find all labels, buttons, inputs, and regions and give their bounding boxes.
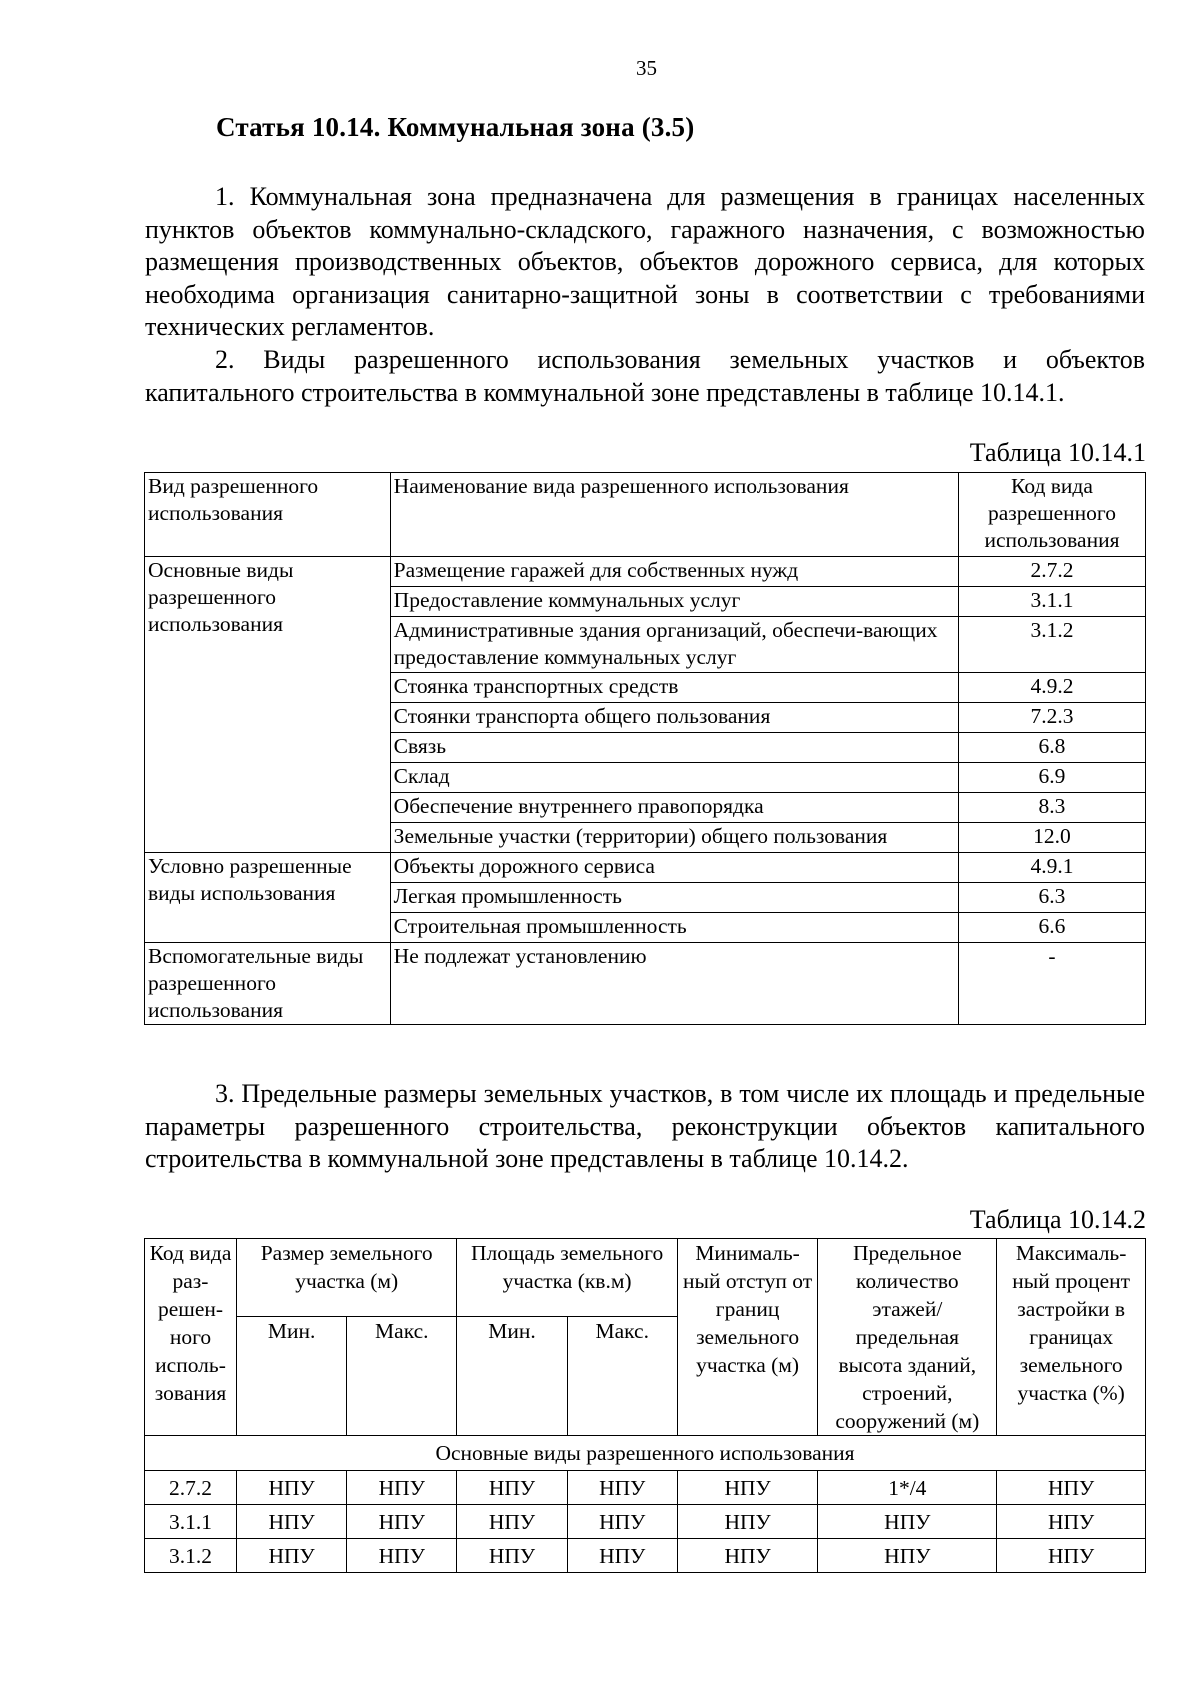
use-code: 6.8 xyxy=(958,733,1145,763)
group-label-auxiliary: Вспомогательные виды разрешенного использования xyxy=(145,943,391,1025)
header-use-type: Вид разрешенного использования xyxy=(145,473,391,557)
table-cell: НПУ xyxy=(677,1505,818,1539)
group-label-conditional: Условно разрешенные виды использования xyxy=(145,853,391,943)
use-code: 4.9.1 xyxy=(958,853,1145,883)
header-area-min: Мин. xyxy=(457,1317,567,1436)
table-cell: 1*/4 xyxy=(818,1471,997,1505)
table-cell: НПУ xyxy=(237,1539,347,1573)
use-name: Объекты дорожного сервиса xyxy=(390,853,958,883)
use-code: 2.7.2 xyxy=(958,557,1145,587)
table-cell: НПУ xyxy=(237,1505,347,1539)
use-code: 3.1.2 xyxy=(958,617,1145,673)
use-name: Земельные участки (территории) общего пользования xyxy=(390,823,958,853)
table-cell: НПУ xyxy=(567,1505,677,1539)
table-section-row xyxy=(145,1436,1146,1471)
paragraph-1: 1. Коммунальная зона предназначена для размещения в границах населенных пунктов объектов коммунально-складского, гаражного назначения, с возможностью размещения производственных объектов, объектов дорожного сервиса, для которых необходима организация санитарно-защитной зоны в соответствии с требованиями технических регламентов. xyxy=(145,182,1145,341)
use-name: Обеспечение внутреннего правопорядка xyxy=(390,793,958,823)
table-cell: НПУ xyxy=(347,1471,457,1505)
table-cell: НПУ xyxy=(997,1505,1146,1539)
table-cell: НПУ xyxy=(997,1471,1146,1505)
table-header-row xyxy=(145,1239,1146,1317)
section-title: Основные виды разрешенного использования xyxy=(145,1436,1146,1471)
header-size-max: Макс. xyxy=(347,1317,457,1436)
table-row xyxy=(145,853,1146,883)
use-name: Связь xyxy=(390,733,958,763)
table-cell: НПУ xyxy=(677,1539,818,1573)
plot-parameters-table xyxy=(144,1238,1146,1573)
use-code: 6.3 xyxy=(958,883,1145,913)
table-cell: НПУ xyxy=(347,1505,457,1539)
use-name: Стоянка транспортных средств xyxy=(390,673,958,703)
header-use-name: Наименование вида разрешенного использования xyxy=(390,473,958,557)
use-name: Стоянки транспорта общего пользования xyxy=(390,703,958,733)
header-size-min: Мин. xyxy=(237,1317,347,1436)
table-cell: НПУ xyxy=(818,1505,997,1539)
use-code: 7.2.3 xyxy=(958,703,1145,733)
table-header-row xyxy=(145,473,1146,557)
header-plot-area: Площадь земельного участка (кв.м) xyxy=(457,1239,677,1317)
use-name: Склад xyxy=(390,763,958,793)
page-number: 35 xyxy=(636,56,657,80)
table-cell: НПУ xyxy=(567,1539,677,1573)
use-name: Размещение гаражей для собственных нужд xyxy=(390,557,958,587)
table-cell: НПУ xyxy=(457,1471,567,1505)
table-cell: НПУ xyxy=(237,1471,347,1505)
use-code: 8.3 xyxy=(958,793,1145,823)
use-name: Не подлежат установлению xyxy=(390,943,958,1025)
header-max-floors: Предельное количество этажей/ предельная высота зданий, строений, сооружений (м) xyxy=(818,1239,997,1436)
table-cell: НПУ xyxy=(457,1505,567,1539)
use-code: 3.1.1 xyxy=(958,587,1145,617)
use-name: Легкая промышленность xyxy=(390,883,958,913)
table-row xyxy=(145,943,1146,1025)
table-cell: НПУ xyxy=(997,1539,1146,1573)
use-code: 4.9.2 xyxy=(958,673,1145,703)
use-name: Строительная промышленность xyxy=(390,913,958,943)
use-name: Предоставление коммунальных услуг xyxy=(390,587,958,617)
paragraph-2: 2. Виды разрешенного использования земельных участков и объектов капитального строительства в коммунальной зоне представлены в таблице 10.14.1. xyxy=(145,345,1145,407)
table-row xyxy=(145,1505,1146,1539)
table-cell: 3.1.1 xyxy=(145,1505,237,1539)
group-label-main: Основные виды разрешенного использования xyxy=(145,557,391,853)
header-max-percent: Максималь-ный процент застройки в границах земельного участка (%) xyxy=(997,1239,1146,1436)
table-row xyxy=(145,557,1146,587)
table-row xyxy=(145,1471,1146,1505)
use-code: 6.9 xyxy=(958,763,1145,793)
table2-caption: Таблица 10.14.2 xyxy=(969,1205,1146,1234)
table-cell: НПУ xyxy=(347,1539,457,1573)
use-code: 12.0 xyxy=(958,823,1145,853)
paragraph-3: 3. Предельные размеры земельных участков, в том числе их площадь и предельные параметры разрешенного строительства, реконструкции объектов капитального строительства в коммунальной зоне представлены в таблице 10.14.2. xyxy=(145,1079,1145,1173)
permitted-use-table xyxy=(144,472,1146,1025)
header-code: Код вида раз-решен-ного исполь-зования xyxy=(145,1239,237,1436)
table-cell: НПУ xyxy=(457,1539,567,1573)
table-cell: 3.1.2 xyxy=(145,1539,237,1573)
header-area-max: Макс. xyxy=(567,1317,677,1436)
table1-caption: Таблица 10.14.1 xyxy=(969,438,1146,467)
table-cell: 2.7.2 xyxy=(145,1471,237,1505)
table-row xyxy=(145,1539,1146,1573)
header-use-code: Код вида разрешенного использования xyxy=(958,473,1145,557)
table-cell: НПУ xyxy=(677,1471,818,1505)
use-name: Административные здания организаций, обеспечи-вающих предоставление коммунальных услуг xyxy=(390,617,958,673)
use-code: - xyxy=(958,943,1145,1025)
header-min-offset: Минималь-ный отступ от границ земельного участка (м) xyxy=(677,1239,818,1436)
table-cell: НПУ xyxy=(567,1471,677,1505)
use-code: 6.6 xyxy=(958,913,1145,943)
header-plot-size: Размер земельного участка (м) xyxy=(237,1239,457,1317)
table-cell: НПУ xyxy=(818,1539,997,1573)
article-title: Статья 10.14. Коммунальная зона (3.5) xyxy=(216,112,695,142)
